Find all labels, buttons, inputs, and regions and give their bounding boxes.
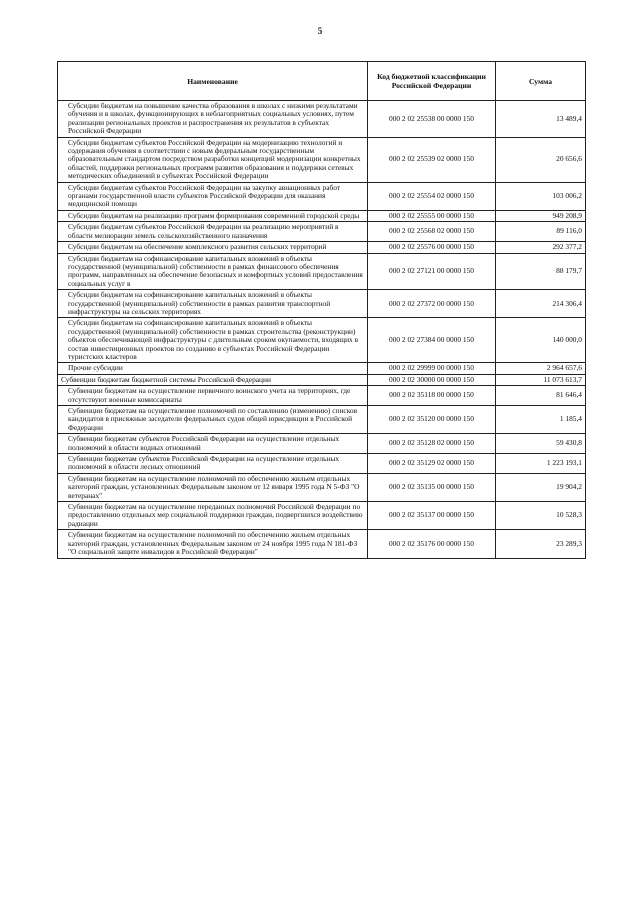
table-row: [58, 137, 586, 182]
table-row: [58, 454, 586, 474]
row-name: Субсидии бюджетам субъектов Российской Федерации на закупку авиационных работ органами государственной власти субъектов Российской Федерации для оказания медицинской помощи: [58, 182, 368, 210]
table-row: [58, 386, 586, 406]
row-sum: 81 646,4: [496, 386, 586, 406]
row-code: 000 2 02 30000 00 0000 150: [368, 374, 496, 385]
row-name: Субсидии бюджетам на реализацию программ формирования современной городской среды: [58, 210, 368, 221]
row-name: Субсидии бюджетам на обеспечение комплексного развития сельских территорий: [58, 242, 368, 253]
table-row: [58, 222, 586, 242]
row-name: Субсидии бюджетам на софинансирование капитальных вложений в объекты государственной (муниципальной) собственности в рамках строительства (реконструкции) объектов обеспечивающей инфраструктуры с длительным сроком окупаемости, входящих в состав инвестиционных проектов по созданию в субъектах Российской Федерации туристских кластеров: [58, 318, 368, 363]
row-code: 000 2 02 25576 00 0000 150: [368, 242, 496, 253]
row-sum: 1 223 193,1: [496, 454, 586, 474]
row-sum: 949 208,9: [496, 210, 586, 221]
table-row: [58, 374, 586, 385]
row-code: 000 2 02 25555 00 0000 150: [368, 210, 496, 221]
table-row: [58, 434, 586, 454]
row-sum: 140 000,0: [496, 318, 586, 363]
header-sum: Сумма: [496, 62, 586, 101]
budget-table: [57, 61, 586, 559]
row-sum: 103 006,2: [496, 182, 586, 210]
row-code: 000 2 02 25568 02 0000 150: [368, 222, 496, 242]
row-name: Субсидии бюджетам на софинансирование капитальных вложений в объекты государственной (муниципальной) собственности в рамках развития транспортной инфраструктуры на сельских территориях: [58, 290, 368, 318]
table-row: [58, 253, 586, 290]
row-sum: 13 489,4: [496, 101, 586, 138]
row-name: Субвенции бюджетам на осуществление полномочий по обеспечению жильем отдельных категорий граждан, установленных Федеральным законом от 12 января 1995 года N 5-ФЗ "О ветеранах": [58, 473, 368, 501]
row-code: 000 2 02 27384 00 0000 150: [368, 318, 496, 363]
row-code: 000 2 02 35137 00 0000 150: [368, 502, 496, 530]
table-row: [58, 101, 586, 138]
row-sum: 214 306,4: [496, 290, 586, 318]
table-row: [58, 363, 586, 374]
row-name: Субвенции бюджетам субъектов Российской Федерации на осуществление отдельных полномочий в области лесных отношений: [58, 454, 368, 474]
table-row: [58, 290, 586, 318]
table-row: [58, 530, 586, 558]
row-code: 000 2 02 27372 00 0000 150: [368, 290, 496, 318]
row-name: Прочие субсидии: [58, 363, 368, 374]
row-code: 000 2 02 35128 02 0000 150: [368, 434, 496, 454]
table-body: [58, 101, 586, 559]
row-code: 000 2 02 35118 00 0000 150: [368, 386, 496, 406]
row-code: 000 2 02 35176 00 0000 150: [368, 530, 496, 558]
table-row: [58, 210, 586, 221]
table-row: [58, 406, 586, 434]
row-sum: 1 185,4: [496, 406, 586, 434]
row-name: Субсидии бюджетам субъектов Российской Федерации на реализацию мероприятий в области мелиорации земель сельскохозяйственного назначения: [58, 222, 368, 242]
table-row: [58, 318, 586, 363]
row-name: Субвенции бюджетам на осуществление полномочий по составлению (изменению) списков кандидатов в присяжные заседатели федеральных судов общей юрисдикции в Российской Федерации: [58, 406, 368, 434]
row-sum: 292 377,2: [496, 242, 586, 253]
row-sum: 88 179,7: [496, 253, 586, 290]
row-code: 000 2 02 27121 00 0000 150: [368, 253, 496, 290]
row-name: Субсидии бюджетам на повышение качества образования в школах с низкими результатами обучения и в школах, функционирующих в неблагоприятных социальных условиях, путем реализации региональных проектов и распространения их результатов в субъектах Российской Федерации: [58, 101, 368, 138]
row-name: Субсидии бюджетам субъектов Российской Федерации на модернизацию технологий и содержания обучения в соответствии с новым федеральным государственным образовательным стандартом посредством разработки концепций модернизации конкретных областей, поддержки региональных программ развития образования и поддержки сетевых методических объединений в субъектах Российской Федерации: [58, 137, 368, 182]
row-code: 000 2 02 35129 02 0000 150: [368, 454, 496, 474]
row-name: Субсидии бюджетам на софинансирование капитальных вложений в объекты государственной (муниципальной) собственности в рамках финансового обеспечения программ, направленных на обеспечение безопасных и комфортных условий предоставления социальных услуг в: [58, 253, 368, 290]
header-name: Наименование: [58, 62, 368, 101]
row-name: Субвенции бюджетам субъектов Российской Федерации на осуществление отдельных полномочий в области водных отношений: [58, 434, 368, 454]
row-sum: 19 904,2: [496, 473, 586, 501]
table-row: [58, 473, 586, 501]
page-number: 5: [317, 26, 323, 36]
row-name: Субвенции бюджетам на осуществление полномочий по обеспечению жильем отдельных категорий граждан, установленных Федеральным законом от 24 ноября 1995 года N 181-ФЗ "О социальной защите инвалидов в Российской Федерации": [58, 530, 368, 558]
row-sum: 10 528,3: [496, 502, 586, 530]
table-header: [58, 62, 586, 101]
row-code: 000 2 02 25539 02 0000 150: [368, 137, 496, 182]
row-sum: 20 656,6: [496, 137, 586, 182]
row-name: Субвенции бюджетам на осуществление переданных полномочий Российской Федерации по предоставлению отдельных мер социальной поддержки граждан, подвергшихся воздействию радиации: [58, 502, 368, 530]
row-name: Субвенции бюджетам на осуществление первичного воинского учета на территориях, где отсутствуют военные комиссариаты: [58, 386, 368, 406]
row-code: 000 2 02 35135 00 0000 150: [368, 473, 496, 501]
row-code: 000 2 02 35120 00 0000 150: [368, 406, 496, 434]
table-row: [58, 182, 586, 210]
row-code: 000 2 02 25554 02 0000 150: [368, 182, 496, 210]
header-row: [58, 62, 586, 101]
row-sum: 23 289,3: [496, 530, 586, 558]
row-sum: 59 430,8: [496, 434, 586, 454]
row-sum: 2 964 657,6: [496, 363, 586, 374]
table-row: [58, 242, 586, 253]
row-sum: 89 116,0: [496, 222, 586, 242]
table-row: [58, 502, 586, 530]
row-code: 000 2 02 25538 00 0000 150: [368, 101, 496, 138]
row-code: 000 2 02 29999 00 0000 150: [368, 363, 496, 374]
row-name: Субвенции бюджетам бюджетной системы Российской Федерации: [58, 374, 368, 385]
row-sum: 11 073 613,7: [496, 374, 586, 385]
header-code: Код бюджетной классификации Российской Федерации: [368, 62, 496, 101]
